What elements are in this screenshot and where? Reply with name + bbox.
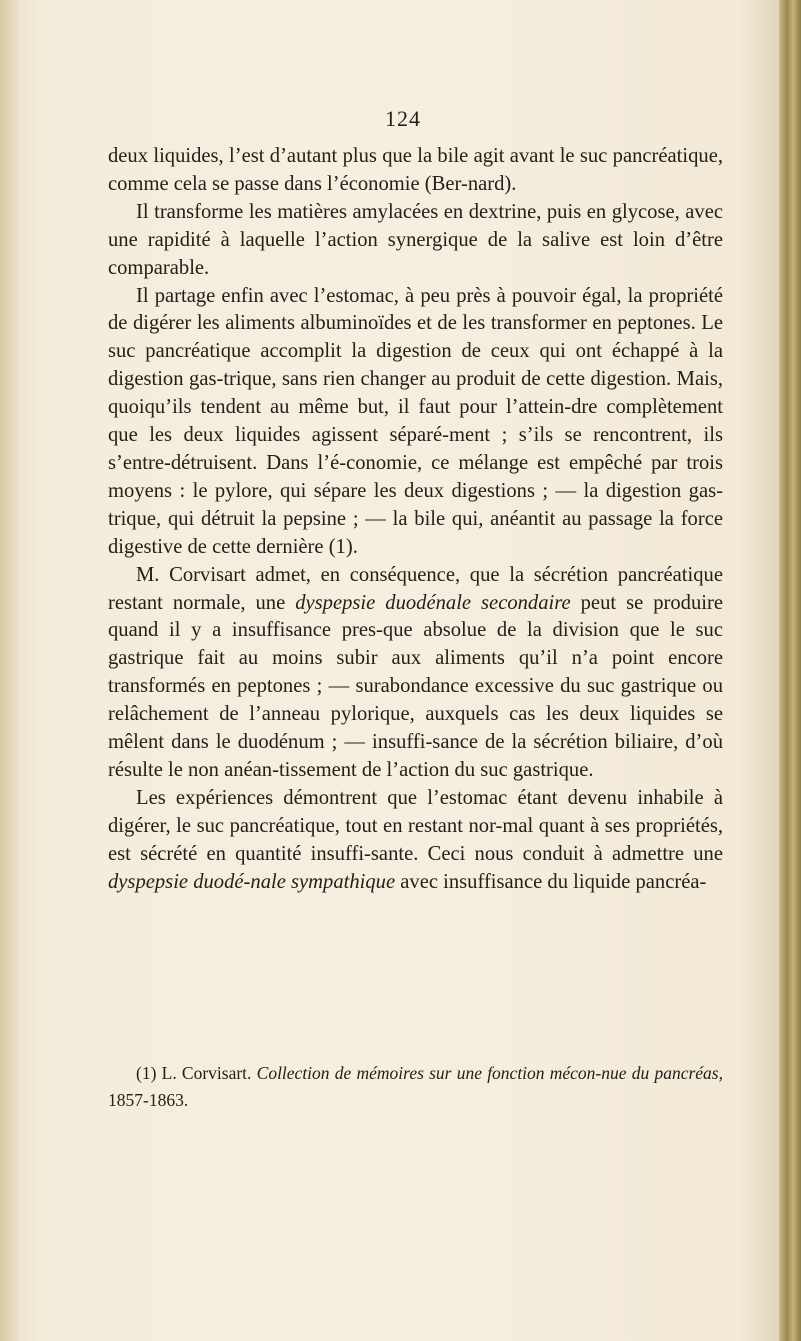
text-segment: Les expériences démontrent que l’estomac étant devenu inhabile à digérer, le suc pancréatique, tout en restant nor-mal quant à ses propriétés, est sécrété en quantité insuffi-sante. Ceci nous conduit à admettre une — [108, 786, 723, 865]
text-segment: Il transforme les matières amylacées en dextrine, puis en glycose, avec une rapidité à laquelle l’action synergique de la salive est loin d’être comparable. — [108, 200, 723, 279]
text-segment: Il partage enfin avec l’estomac, à peu près à pouvoir égal, la propriété de digérer les aliments albuminoïdes et de les transformer en peptones. Le suc pancréatique accomplit la digestion de ceux qui ont échappé à la digestion gas-trique, sans rien changer au produit de cette digestion. Mais, quoiqu’ils tendent au même but, il faut pour l’attein-dre complètement que les deux liquides agissent séparé-ment ; s’ils se rencontrent, ils s’entre-détruisent. Dans l’é-conomie, ce mélange est empêché par trois moyens : le pylore, qui sépare les deux digestions ; — la digestion gas-trique, qui détruit la pepsine ; — la bile qui, anéantit au passage la force digestive de cette dernière (1). — [108, 284, 723, 558]
paragraph — [108, 199, 723, 283]
page-edge — [779, 0, 801, 1341]
text-segment: peut se produire quand il y a insuffisance pres-que absolue de la division que le suc gastrique fait au moins subir aux aliments qu’il n’a point encore transformés en peptones ; — surabondance excessive du suc gastrique ou relâchement de l’anneau pylorique, auxquels cas les deux liquides se mêlent dans le duodénum ; — insuffi-sance de la sécrétion biliaire, d’où résulte le non anéan-tissement de l’action du suc gastrique. — [108, 591, 723, 781]
footnote-title: Collection de mémoires sur une fonction mécon-nue du pancréas, — [256, 1063, 723, 1083]
italic-text: dyspepsie duodé-nale sympathique — [108, 870, 396, 893]
body-text — [108, 143, 723, 896]
text-segment: deux liquides, l’est d’autant plus que la bile agit avant le suc pancréatique, comme cela se passe dans l’économie (Ber-nard). — [108, 145, 723, 195]
text-segment: M. Corvisart admet, en conséquence, que la sécrétion pancréatique restant normale, une — [108, 563, 723, 614]
footnote-text: 1857-1863. — [108, 1090, 189, 1110]
italic-text: dyspepsie duodénale secondaire — [295, 591, 571, 614]
text-segment: avec insuffisance du liquide pancréa- — [395, 870, 707, 893]
paragraph — [108, 562, 723, 785]
paragraph — [108, 785, 723, 897]
footnote-paragraph — [108, 1060, 723, 1114]
paragraph — [108, 143, 723, 199]
page-number: 124 — [385, 106, 421, 131]
footnote-text: (1) L. Corvisart. — [136, 1063, 257, 1083]
footnote — [108, 1060, 723, 1114]
page-binding-shadow — [0, 0, 18, 1341]
paragraph — [108, 283, 723, 562]
